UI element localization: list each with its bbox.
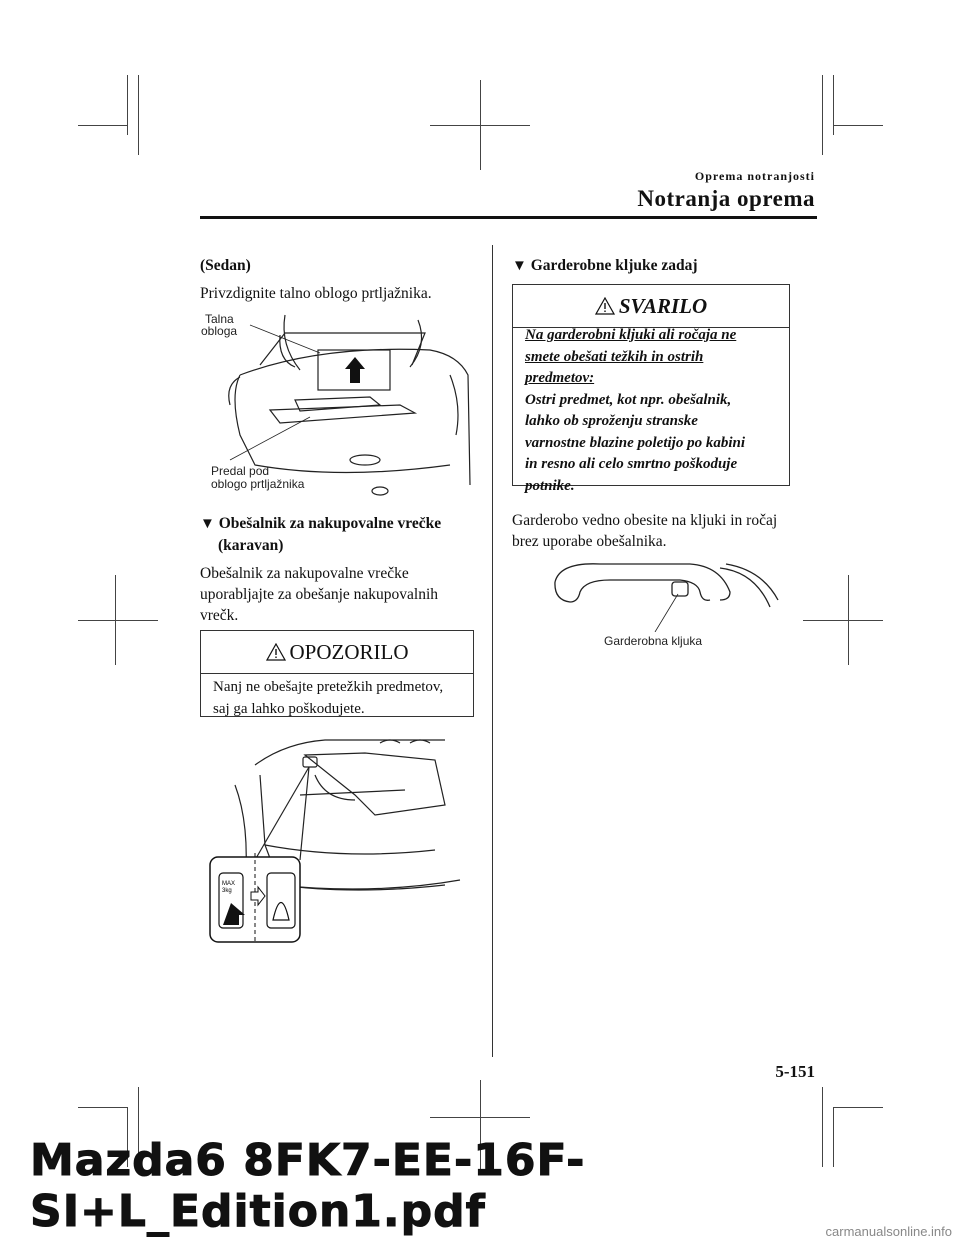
max-load-text-2: 3kg xyxy=(222,888,232,894)
section-title: Notranja oprema xyxy=(637,186,815,211)
coat-hook-label: Garderobna kljuka xyxy=(604,634,703,648)
warning-line1: Nanj ne obešajte pretežkih predmetov, xyxy=(213,679,444,695)
caution-body xyxy=(525,325,781,497)
hook-text-line1: Obešalnik za nakupovalne vrečke xyxy=(200,565,409,582)
hook-text-line2: uporabljajte za obešanje nakupovalnih xyxy=(200,586,439,603)
caution-line3: predmetov: xyxy=(525,370,595,386)
caution-line8: potnike. xyxy=(525,477,575,494)
warning-triangle-icon xyxy=(595,297,615,315)
coat-hooks-heading-text: Garderobne kljuke zadaj xyxy=(530,257,698,274)
caution-line5: lahko ob sproženju stranske xyxy=(525,413,698,429)
hook-heading-line1: Obešalnik za nakupovalne vrečke xyxy=(218,515,442,532)
warning-triangle-icon xyxy=(266,643,286,661)
hook-heading xyxy=(200,513,441,535)
sedan-text: Privzdignite talno oblogo prtljažnika. xyxy=(200,285,432,302)
column-divider xyxy=(492,245,493,1057)
coat-hook-figure xyxy=(540,552,780,632)
caution-line2: smete obešati težkih in ostrih xyxy=(525,348,704,365)
section-subtitle: Oprema notranjosti xyxy=(694,169,815,183)
document-filename: Mazda6 8FK7-EE-16F-SI+L_Edition1.pdf xyxy=(30,1135,586,1237)
warning-box xyxy=(200,630,474,717)
warning-line2: saj ga lahko poškodujete. xyxy=(213,700,365,717)
bullet-triangle-icon: ▼ xyxy=(200,516,215,532)
header-rule xyxy=(200,216,817,219)
caution-title: SVARILO xyxy=(618,294,708,318)
caution-header xyxy=(513,285,789,328)
watermark: carmanualsonline.info xyxy=(825,1224,952,1239)
max-load-text-1: MAX xyxy=(222,881,236,887)
warning-header xyxy=(201,631,473,674)
caution-line7: in resno ali celo smrtno poškoduje xyxy=(525,456,738,472)
caution-line4: Ostri predmet, kot npr. obešalnik, xyxy=(525,391,732,408)
caution-box xyxy=(512,284,790,494)
trunk-box-label-1: Predal pod xyxy=(211,464,270,478)
bag-hook-figure xyxy=(205,735,465,945)
coat-hook-text-line1: Garderobo vedno obesite na kljuki in ročaj xyxy=(512,512,778,529)
bullet-triangle-icon: ▼ xyxy=(512,258,527,274)
hook-text-line3: vrečk. xyxy=(200,607,239,624)
warning-body xyxy=(213,677,465,720)
sedan-heading: (Sedan) xyxy=(200,257,251,274)
coat-hook-text-line2: brez uporabe obešalnika. xyxy=(512,533,667,550)
hook-heading-line2: (karavan) xyxy=(218,537,284,554)
warning-title: OPOZORILO xyxy=(289,640,409,664)
grab-handle-illustration xyxy=(540,552,780,632)
coat-hooks-heading xyxy=(512,255,698,277)
trunk-box-label-2: oblogo prtljažnika xyxy=(211,477,305,491)
caution-line6: varnostne blazine poletijo po kabini xyxy=(525,434,746,451)
caution-line1: Na garderobni kljuki ali ročaja ne xyxy=(525,327,737,343)
page-number: 5-151 xyxy=(775,1062,815,1081)
wagon-cargo-illustration xyxy=(205,735,465,945)
trunk-floor-label-1: Talna xyxy=(205,312,234,326)
trunk-floor-label-2: obloga xyxy=(201,324,238,338)
